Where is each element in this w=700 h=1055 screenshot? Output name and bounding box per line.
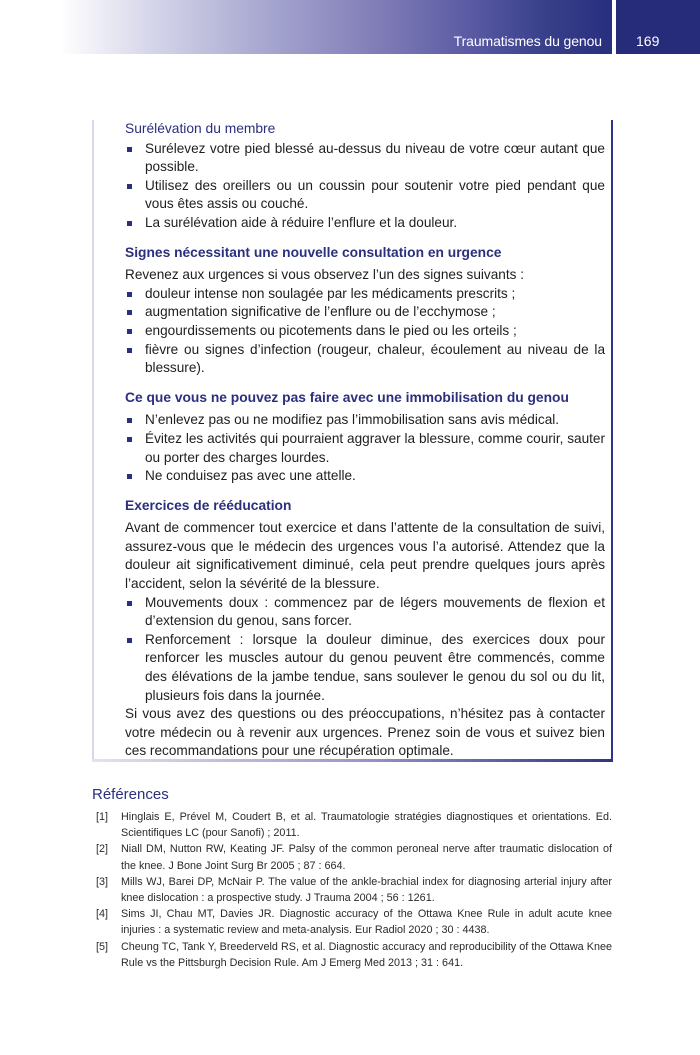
exercises-list: [125, 594, 605, 706]
square-bullet-icon: [127, 437, 132, 442]
square-bullet-icon: [127, 418, 132, 423]
page-number-box: [616, 0, 700, 54]
square-bullet-icon: [127, 329, 132, 334]
references-list: [96, 809, 612, 971]
patient-advice-box: [92, 120, 613, 762]
urgent-signs-intro: Revenez aux urgences si vous observez l’un des signes suivants :: [125, 267, 524, 283]
list-item: Utilisez des oreillers ou un coussin pour soutenir votre pied pendant que vous êtes assis ou couché.: [125, 177, 605, 214]
list-item: La surélévation aide à réduire l’enflure et la douleur.: [125, 214, 605, 233]
list-item: Évitez les activités qui pourraient aggraver la blessure, comme courir, sauter ou porter des charges lourdes.: [125, 430, 605, 467]
square-bullet-icon: [127, 348, 132, 353]
running-header: [0, 0, 612, 54]
square-bullet-icon: [127, 601, 132, 606]
list-item: augmentation significative de l’enflure ou de l’ecchymose ;: [125, 303, 605, 322]
restrictions-title: Ce que vous ne pouvez pas faire avec une immobilisation du genou: [125, 389, 569, 405]
square-bullet-icon: [127, 147, 132, 152]
urgent-signs-list: [125, 285, 605, 378]
reference-item: [2] Niall DM, Nutton RW, Keating JF. Palsy of the common peroneal nerve after traumatic dislocation of the knee. J Bone Joint Surg Br 2005 ; 87 : 664.: [96, 843, 612, 872]
chapter-title: Traumatismes du genou: [453, 33, 602, 49]
exercises-intro: Avant de commencer tout exercice et dans l’attente de la consultation de suivi, assurez-vous que le médecin des urgences vous l’a autorisé. Attendez que la douleur ait significativement diminué, cela peut prendre quelques jours après l’accident, selon la sévérité de la blessure.: [125, 520, 605, 592]
list-item: Surélevez votre pied blessé au-dessus du niveau de votre cœur autant que possible.: [125, 140, 605, 177]
urgent-signs-title: Signes nécessitant une nouvelle consultation en urgence: [125, 244, 502, 260]
exercises-title: Exercices de rééducation: [125, 497, 292, 513]
square-bullet-icon: [127, 310, 132, 315]
reference-item: [5] Cheung TC, Tank Y, Breederveld RS, et al. Diagnostic accuracy and reproducibility of the Ottawa Knee Rule vs the Pittsburgh Decision Rule. Am J Emerg Med 2013 ; 31 : 641.: [96, 940, 612, 969]
reference-item: [3] Mills WJ, Barei DP, McNair P. The value of the ankle-brachial index for diagnosing arterial injury after knee dislocation : a prospective study. J Trauma 2004 ; 56 : 1261.: [96, 875, 612, 905]
list-item: engourdissements ou picotements dans le pied ou les orteils ;: [125, 322, 605, 341]
patient-advice-content: [125, 120, 605, 761]
elevation-list: [125, 140, 605, 233]
square-bullet-icon: [127, 474, 132, 479]
list-item: fièvre ou signes d’infection (rougeur, chaleur, écoulement au niveau de la blessure).: [125, 341, 605, 378]
elevation-title: Surélévation du membre: [125, 121, 276, 136]
references-title: Références: [92, 786, 169, 803]
reference-item: [1] Hinglais E, Prével M, Coudert B, et al. Traumatologie stratégies diagnostiques et orientations. Ed. Scientifiques LC (pour Sanofi) ; 2011.: [96, 811, 612, 840]
square-bullet-icon: [127, 292, 132, 297]
list-item: Renforcement : lorsque la douleur diminue, des exercices doux pour renforcer les muscles autour du genou peuvent être commencés, comme des élévations de la jambe tendue, sans soulever le genou du sol ou du lit, plusieurs fois dans la journée.: [125, 631, 605, 705]
square-bullet-icon: [127, 184, 132, 189]
list-item: Mouvements doux : commencez par de légers mouvements de flexion et d’extension du genou, sans forcer.: [125, 594, 605, 631]
list-item: N’enlevez pas ou ne modifiez pas l’immobilisation sans avis médical.: [125, 411, 605, 430]
exercises-closing: Si vous avez des questions ou des préoccupations, n’hésitez pas à contacter votre médecin ou à revenir aux urgences. Prenez soin de vous et suivez bien ces recommandations pour une récupération optimale.: [125, 706, 605, 759]
restrictions-list: [125, 411, 605, 485]
square-bullet-icon: [127, 638, 132, 643]
box-bottom-border: [92, 759, 613, 762]
list-item: Ne conduisez pas avec une attelle.: [125, 467, 605, 486]
list-item: douleur intense non soulagée par les médicaments prescrits ;: [125, 285, 605, 304]
square-bullet-icon: [127, 221, 132, 226]
page-number: 169: [636, 33, 660, 49]
reference-item: [4] Sims JI, Chau MT, Davies JR. Diagnostic accuracy of the Ottawa Knee Rule in adult acute knee injuries : a systematic review and meta-analysis. Eur Radiol 2020 ; 30 : 4438.: [96, 908, 612, 937]
